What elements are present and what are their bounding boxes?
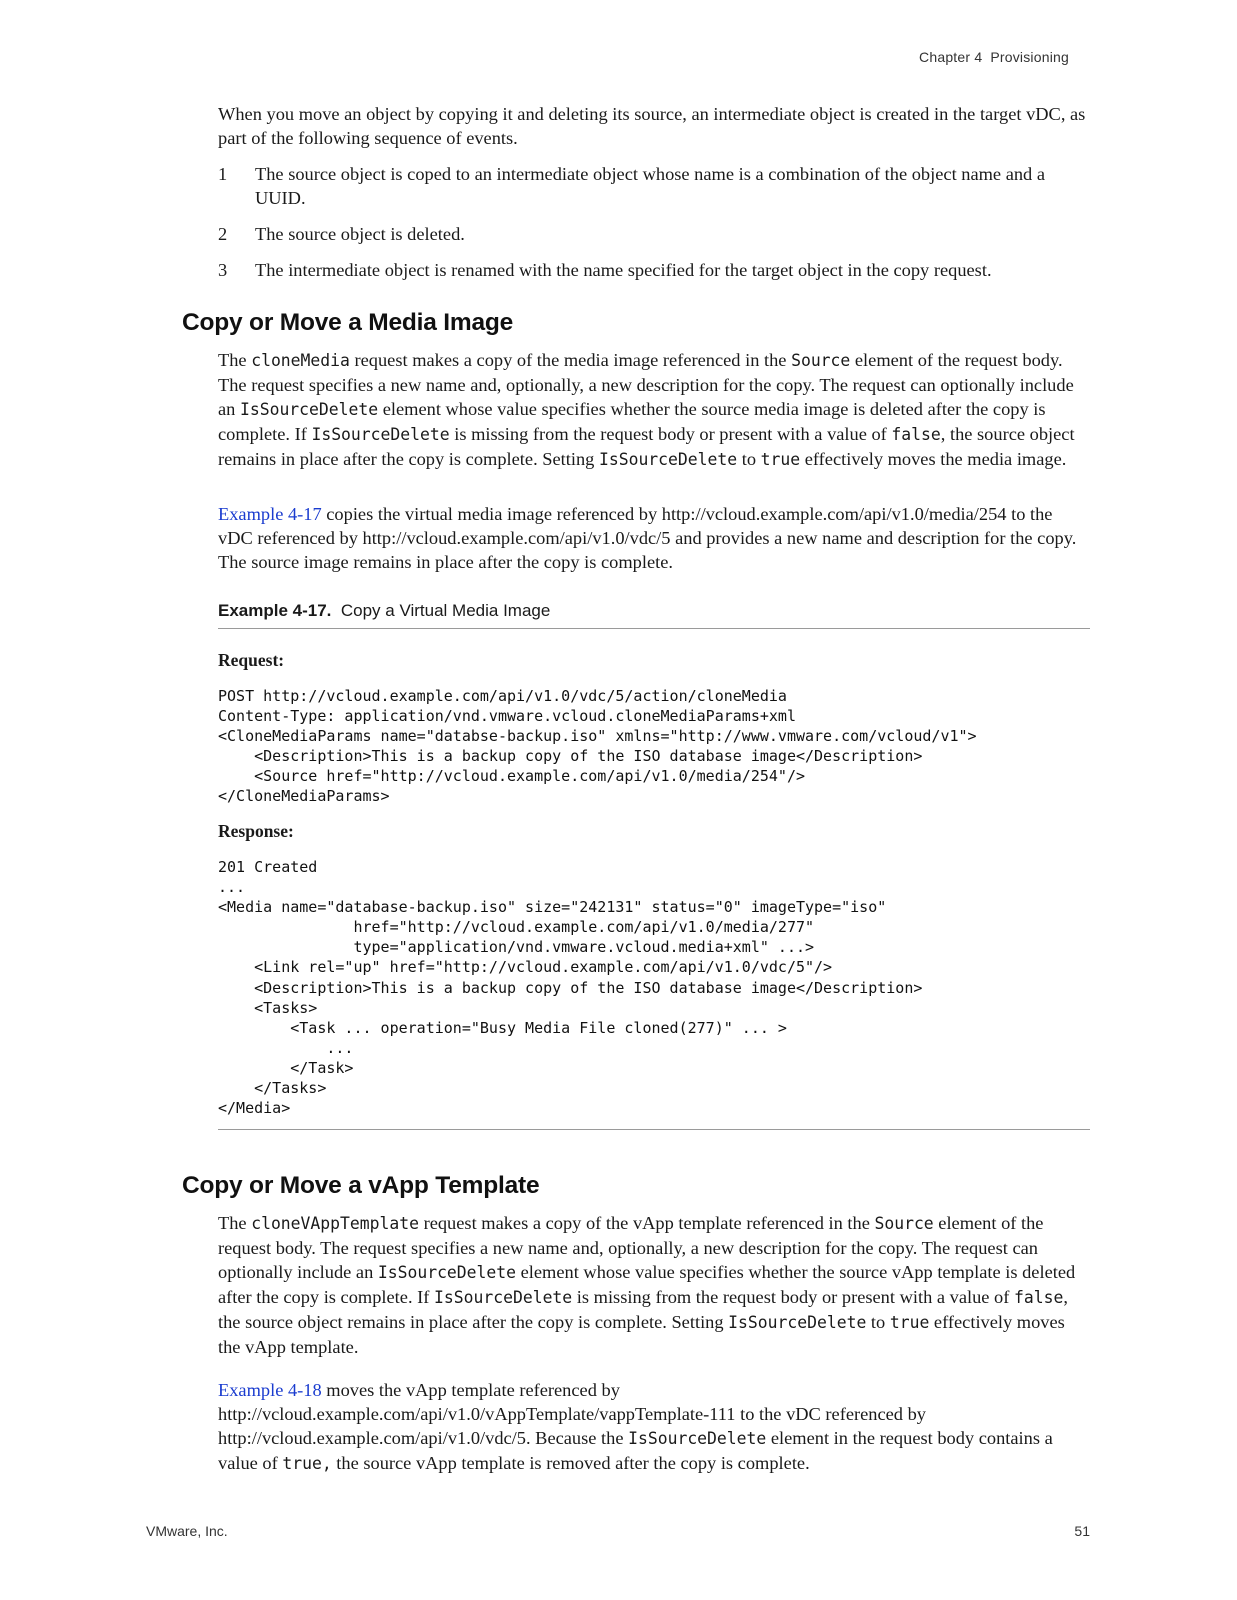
example-caption: [218, 601, 550, 621]
text-run: , the source object remains in place after the copy is complete. Setting: [218, 424, 1075, 469]
text-run: is missing from the request body or present with a value of: [572, 1287, 1014, 1307]
list-item-number: 1: [218, 164, 228, 184]
example-label: Example 4-17.: [218, 601, 332, 620]
text-run: effectively moves the media image.: [800, 449, 1067, 469]
intro-paragraph-text: When you move an object by copying it and deleting its source, an intermediate object is created in the target vDC, as part of the following sequence of events.: [218, 104, 1086, 148]
response-code-block: 201 Created ... <Media name="database-backup.iso" size="242131" status="0" imageType="iso" href="http://vcloud.example.com/api/v1.0/media/277" type="application/vnd.vmware.vcloud.media+xml" ...> <Link rel="up" href="http://vcloud.example.com/api/v1.0/vdc/5"/> <Description>This is a backup copy of the ISO database image</Description> <Tasks> <Task ... operation="Busy Media File cloned(277)" ... > ... </Task> </Tasks> </Media>: [218, 858, 923, 1118]
code-source: Source: [874, 1214, 934, 1233]
code-source: Source: [791, 351, 851, 370]
list-item-number: 2: [218, 224, 228, 244]
media-paragraph-2: [218, 502, 1090, 574]
section-heading-media: Copy or Move a Media Image: [182, 309, 514, 336]
list-item: [218, 258, 1090, 282]
steps-list: [218, 162, 1090, 282]
text-run: effectively moves the vApp template.: [218, 1312, 1065, 1357]
example-4-18-link[interactable]: Example 4-18: [218, 1380, 322, 1400]
code-clonemedia: cloneMedia: [251, 351, 350, 370]
code-issourcedelete: IsSourceDelete: [311, 425, 450, 444]
text-run: moves the vApp template referenced by http://vcloud.example.com/api/v1.0/vAppTemplate/vappTemplate-111 to the vDC referenced by http://vcloud.example.com/api/v1.0/vdc/5. Because the: [218, 1380, 926, 1448]
chapter-number: Chapter 4: [919, 49, 983, 65]
response-label: Response:: [218, 821, 294, 841]
request-label: Request:: [218, 650, 285, 670]
text-run: request makes a copy of the vApp template referenced in the: [418, 1213, 875, 1233]
text-run: , the source object remains in place after the copy is complete. Setting: [218, 1287, 1068, 1332]
text-run: element whose value specifies whether the source vApp template is deleted after the copy is complete. If: [218, 1262, 1076, 1307]
text-run: element of the request body. The request specifies a new name and, optionally, a new description for the copy. The request can optionally include an: [218, 1213, 1044, 1282]
text-run: The: [218, 350, 252, 370]
text-run: to: [866, 1312, 890, 1332]
intro-paragraph: [218, 102, 1090, 150]
chapter-title: Provisioning: [990, 49, 1069, 65]
example-title: Copy a Virtual Media Image: [340, 601, 551, 620]
text-run: request makes a copy of the media image referenced in the: [349, 350, 792, 370]
code-true: true: [889, 1313, 930, 1332]
footer-company: VMware, Inc.: [146, 1523, 228, 1539]
footer-page-number: 51: [1074, 1523, 1090, 1539]
code-issourcedelete: IsSourceDelete: [377, 1263, 517, 1282]
example-bottom-rule: [218, 1129, 1090, 1130]
text-run: is missing from the request body or present with a value of: [449, 424, 892, 444]
code-true: true: [760, 450, 801, 469]
text-run: element whose value specifies whether the source media image is deleted after the copy is complete. If: [218, 399, 1046, 444]
list-item-number: 3: [218, 260, 228, 280]
code-false: false: [1013, 1288, 1064, 1307]
list-item-text: The source object is deleted.: [255, 224, 465, 244]
code-issourcedelete: IsSourceDelete: [239, 400, 379, 419]
list-item: [218, 162, 1090, 210]
code-issourcedelete: IsSourceDelete: [434, 1288, 573, 1307]
text-run: the source vApp template is removed after the copy is complete.: [331, 1453, 810, 1473]
code-clonevapptemplate: cloneVAppTemplate: [251, 1214, 419, 1233]
text-run: copies the virtual media image referenced by http://vcloud.example.com/api/v1.0/media/254 to the vDC referenced by http://vcloud.example.com/api/v1.0/vdc/5 and provides a new name and description for the copy. The source image remains in place after the copy is complete.: [218, 504, 1077, 572]
code-issourcedelete: IsSourceDelete: [728, 1313, 867, 1332]
example-4-17-link[interactable]: Example 4-17: [218, 504, 322, 524]
text-run: The: [218, 1213, 252, 1233]
media-paragraph-1: [218, 348, 1090, 472]
example-top-rule: [218, 628, 1090, 629]
code-issourcedelete: IsSourceDelete: [628, 1429, 767, 1448]
running-head: [919, 49, 1069, 65]
section-heading-vapp: Copy or Move a vApp Template: [182, 1172, 540, 1199]
vapp-paragraph-1: [218, 1211, 1090, 1359]
text-run: element of the request body. The request specifies a new name and, optionally, a new description for the copy. The request can optionally include an: [218, 350, 1074, 419]
text-run: element in the request body contains a value of: [218, 1428, 1053, 1473]
request-code-block: POST http://vcloud.example.com/api/v1.0/vdc/5/action/cloneMedia Content-Type: application/vnd.vmware.vcloud.cloneMediaParams+xml <CloneMediaParams name="databse-backup.iso" xmlns="http://www.vmware.com/vcloud/v1"> <Description>This is a backup copy of the ISO database image</Description> <Source href="http://vcloud.example.com/api/v1.0/media/254"/> </CloneMediaParams>: [218, 687, 977, 806]
code-issourcedelete: IsSourceDelete: [598, 450, 738, 469]
code-true: true,: [282, 1454, 332, 1473]
list-item-text: The intermediate object is renamed with the name specified for the target object in the copy request.: [255, 260, 992, 280]
vapp-paragraph-2: [218, 1378, 1090, 1476]
code-false: false: [891, 425, 941, 444]
text-run: to: [737, 449, 761, 469]
list-item: [218, 222, 1090, 246]
list-item-text: The source object is coped to an intermediate object whose name is a combination of the object name and a UUID.: [255, 164, 1046, 208]
